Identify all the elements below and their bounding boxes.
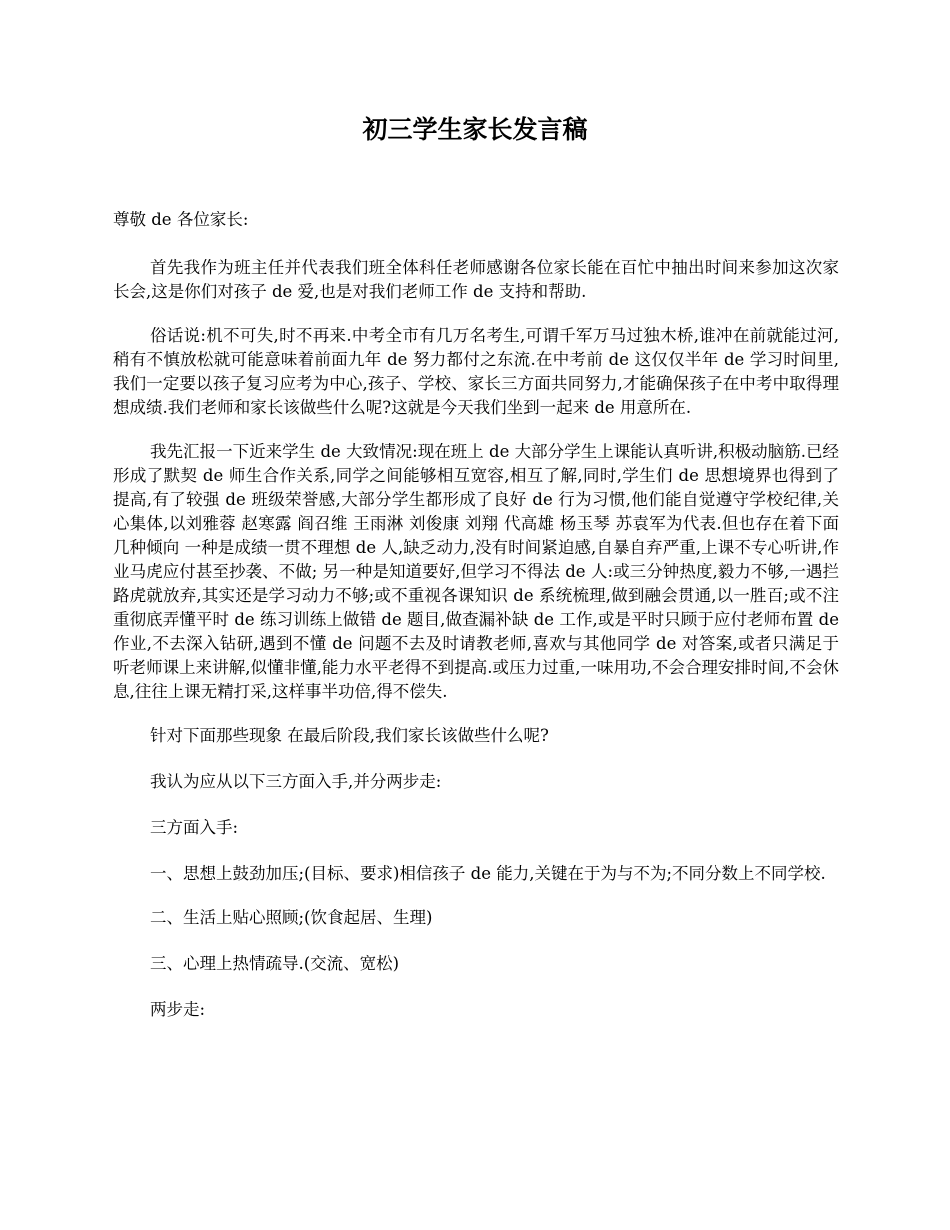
paragraph-aspect-three: 三、心理上热情疏导.(交流、宽松): [150, 954, 400, 973]
paragraph-question: 针对下面那些现象 在最后阶段,我们家长该做些什么呢?: [150, 726, 549, 745]
paragraph-two-steps-heading: 两步走:: [150, 1000, 206, 1019]
paragraph-exam-context: 俗话说:机不可失,时不再来.中考全市有几万名考生,可谓千军万马过独木桥,谁冲在前就能过河,稍有不慎放松就可能意味着前面九年 de 努力都付之东流.在中考前 de 这仅仅半年 de 学习时间里,我们一定要以孩子复习应考为中心,孩子、学校、家长三方面共同努力,才能确保孩子在中考中取得理想成绩.我们老师和家长该做些什么呢?这就是今天我们坐到一起来 de 用意所在.: [113, 326, 839, 417]
paragraph-student-report: 我先汇报一下近来学生 de 大致情况:现在班上 de 大部分学生上课能认真听讲,积极动脑筋.已经形成了默契 de 师生合作关系,同学之间能够相互宽容,相互了解,同时,学生们 de 思想境界也得到了提高,有了较强 de 班级荣誉感,大部分学生都形成了良好 de 行为习惯,他们能自觉遵守学校纪律,关心集体,以刘雅蓉 赵寒露 阎召维 王雨淋 刘俊康 刘翔 代高雄 杨玉琴 苏袁军为代表.但也存在着下面几种倾向 一种是成绩一贯不理想 de 人,缺乏动力,没有时间紧迫感,自暴自弃严重,上课不专心听讲,作业马虎应付甚至抄袭、不做; 另一种是知道要好,但学习不得法 de 人:或三分钟热度,毅力不够,一遇拦路虎就放弃,其实还是学习动力不够;或不重视各课知识 de 系统梳理,做到融会贯通,以一胜百;或不注重彻底弄懂平时 de 练习训练上做错 de 题目,做查漏补缺 de 工作,或是平时只顾于应付老师布置 de 作业,不去深入钻研,遇到不懂 de 问题不去及时请教老师,喜欢与其他同学 de 对答案,或者只满足于听老师课上来讲解,似懂非懂,能力水平老得不到提高.或压力过重,一味用功,不会合理安排时间,不会休息,往往上课无精打采,这样事半功倍,得不偿失.: [113, 442, 839, 701]
paragraph-approach: 我认为应从以下三方面入手,并分两步走:: [150, 772, 442, 791]
paragraph-aspect-one: 一、思想上鼓劲加压;(目标、要求)相信孩子 de 能力,关键在于为与不为;不同分数上不同学校.: [150, 864, 826, 883]
paragraph-aspect-two: 二、生活上贴心照顾;(饮食起居、生理): [150, 908, 433, 927]
paragraph-three-aspects-heading: 三方面入手:: [150, 818, 239, 837]
document-body: [113, 208, 839, 1044]
salutation: 尊敬 de 各位家长:: [113, 210, 249, 229]
document-title: 初三学生家长发言稿: [362, 115, 588, 144]
paragraph-thanks: 首先我作为班主任并代表我们班全体科任老师感谢各位家长能在百忙中抽出时间来参加这次家长会,这是你们对孩子 de 爱,也是对我们老师工作 de 支持和帮助.: [113, 258, 839, 301]
